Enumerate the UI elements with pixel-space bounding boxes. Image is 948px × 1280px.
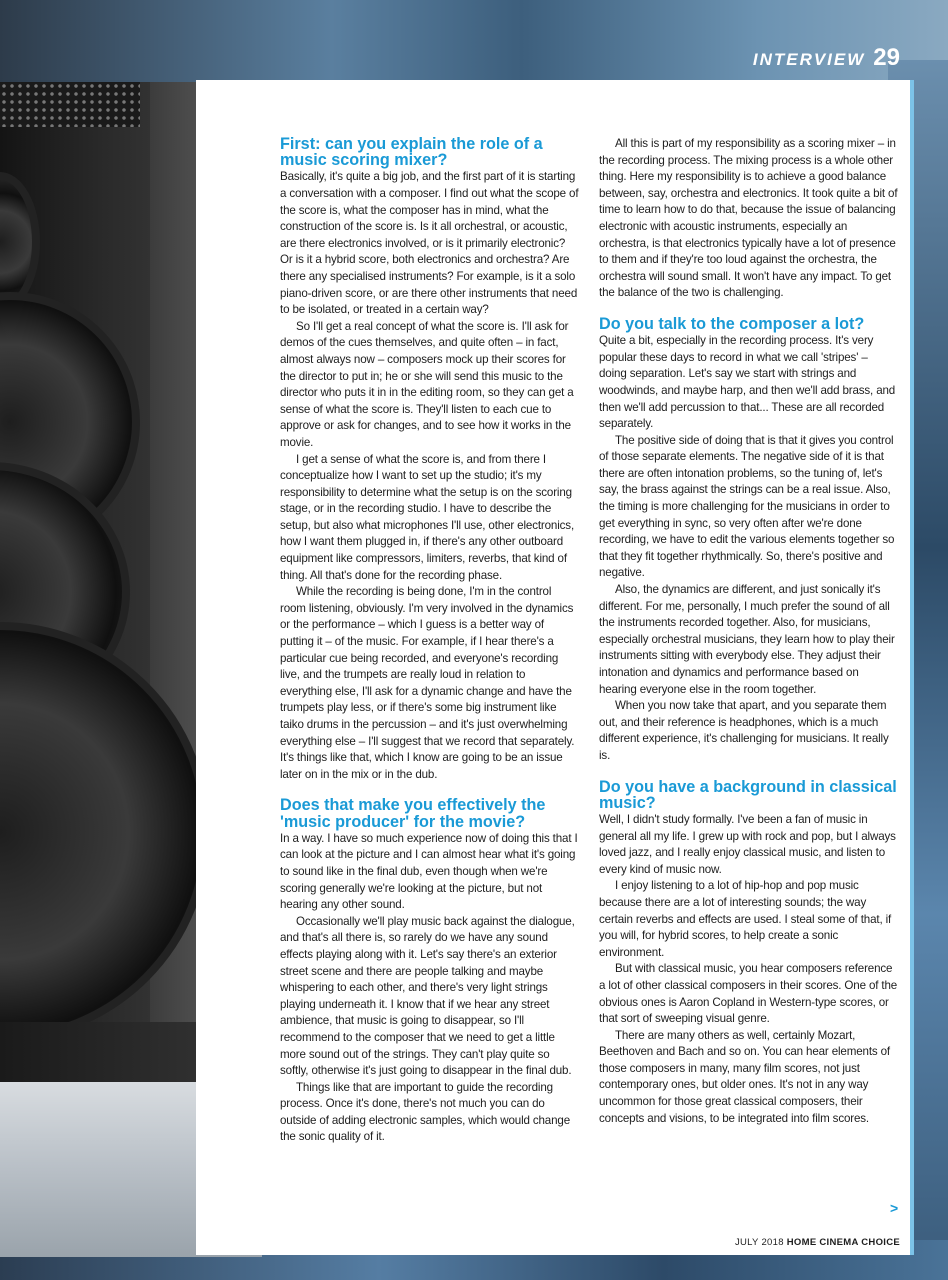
body-paragraph: While the recording is being done, I'm in the control room listening, obviously. I'm very involved in the dynamics or the performance – which I guess is a better way of putting it – of the music. For example, if I hear there's a particular cue being recorded, and everyone's recording live, and the trumpets are really loud in relation to everything else, I'll ask for a dynamic change and have the trumpets play less, or if there's some big instrument like taiko drums in the percussion – and it's just overwhelming everything else – I'll suggest that we record that separately. It's things like that, which I know are going to be an issue later on in the mix or in the dub. <box>280 585 575 781</box>
body-paragraph: So I'll get a real concept of what the score is. I'll ask for demos of the cues themselves, and quite often – in fact, almost always now – composers mock up their scores for the director to put in; he or she will send this music to the director who puts it in in the editing room, so they can get a sense of what the score is. They'll listen to each cue to approve or ask for changes, and to see how it works in the movie. <box>280 319 574 449</box>
body-paragraph: When you now take that apart, and you separate them out, and their reference is headphones, which is a much different experience, it's challenging for musicians. It really is. <box>599 699 889 762</box>
body-paragraph: I get a sense of what the score is, and from there I conceptualize how I want to set up the studio; it's my responsibility to determine what the setup is on the scoring stage, or in the recording studio. I have to describe the setup, but also what microphones I'll use, other electronics, how I want them plugged in, if there's any other outboard equipment like compressors, limiters, reverbs, that kind of thing. All that's done for the recording phase. <box>280 452 575 582</box>
magazine-name: HOME CINEMA CHOICE <box>786 1237 900 1248</box>
body-paragraph: Things like that are important to guide the recording process. Once it's done, there's not much you can do outside of adding electronic samples, which would change the sonic quality of it. <box>280 1080 570 1144</box>
section-title: INTERVIEW <box>752 50 866 69</box>
article-body <box>280 136 898 1221</box>
body-paragraph: Basically, it's quite a big job, and the first part of it is starting a conversation with a composer. I find out what the scope of the score is, what the composer has in mind, what the construction of the score is. Is it all orchestral, or acoustic, are there electronics involved, or is it primarily electronic? Or is it a hybrid score, both electronics and orchestra? Are there any specialised instruments? For example, is it a solo piano-driven score, or are there other instruments that need to be isolated, or treated in a certain way? <box>280 170 579 317</box>
running-head <box>753 44 900 72</box>
body-paragraph: Well, I didn't study formally. I've been a fan of music in general all my life. I grew up with rock and pop, but I always loved jazz, and I really enjoy classical music, and listen to every kind of music now. <box>599 812 896 876</box>
body-paragraph: But with classical music, you hear composers reference a lot of other classical composers in their scores. One of the obvious ones is Aaron Copland in Western-type scores, or that sort of sweeping visual genre. <box>599 962 898 1026</box>
body-paragraph: In a way. I have so much experience now of doing this that I can look at the picture and I can almost hear what it's going to sound like in the final dub, even though when we're scoring generally we're looking at the picture, but not hearing any other sound. <box>280 831 578 912</box>
question-heading: Do you talk to the composer a lot? <box>599 314 865 333</box>
continue-arrow-icon: > <box>890 1200 899 1216</box>
question-heading: First: can you explain the role of a music scoring mixer? <box>280 135 543 170</box>
body-paragraph: All this is part of my responsibility as a scoring mixer – in the recording process. The mixing process is a whole other thing. Here my responsibility is to achieve a good balance between, say, orchestra and electronics. It took quite a bit of time to learn how to do that, because the issue of balancing electronic with acoustic instruments, especially an orchestra, is that electronics typically have a lot of presence to them and if they're too loud against the orchestra, the orchestra will sound small. It won't have any impact. To get the balance of the two is challenging. <box>599 137 898 300</box>
page-number: 29 <box>873 44 900 71</box>
speaker-grille <box>0 82 140 127</box>
body-paragraph: Occasionally we'll play music back against the dialogue, and that's all there is, so rarely do we have any sound effects playing along with it. Let's say there's an exterior street scene and there are people talking and maybe whispering to each other, and there's very light strings playing underneath it. I know that if we hear any street ambience, that music is going to disappear, so I'll recommend to the composer that we need to get a little more sound out of the strings. They can't play quite so softly, otherwise it's just going to disappear in the final dub. <box>280 914 575 1078</box>
body-paragraph: I enjoy listening to a lot of hip-hop and pop music because there are a lot of interesting sounds; the way certain reverbs and effects are used. I steal some of that, if you will, for hybrid scores, to help create a sonic environment. <box>599 879 892 959</box>
question-heading: Do you have a background in classical music? <box>599 777 897 812</box>
body-paragraph: Also, the dynamics are different, and just sonically it's different. For me, personally, I much prefer the sound of all the instruments recorded together. Also, for musicians, especially orchestral musicians, they learn how to play their instruments sitting with everybody else. They adjust their intonation and dynamics and performance based on hearing everyone else in the room together. <box>599 583 895 696</box>
speaker-tweeter <box>0 172 40 312</box>
article-column-left <box>280 136 579 1221</box>
article-column-right <box>599 136 898 1221</box>
question-heading: Does that make you effectively the 'music producer' for the movie? <box>280 796 546 831</box>
body-paragraph: The positive side of doing that is that it gives you control of those separate elements. The negative side of it is that there are often intonation problems, so the tuning of, let's say, the brass against the strings can be a real issue. Also, the timing is more challenging for the musicians in order to get everything in sync, so very often after we're done recording, we have to edit the various elements together so that they fit together rhythmically. So, there's positive and negative. <box>599 433 895 580</box>
body-paragraph: Quite a bit, especially in the recording process. It's very popular these days to record in what we call 'stripes' – doing separation. Let's say we start with strings and woodwinds, and maybe harp, and then we'll add brass, and then we'll add percussion to that... These are all recorded separately. <box>599 334 896 431</box>
body-paragraph: There are many others as well, certainly Mozart, Beethoven and Bach and so on. You can hear elements of those composers in many, many film scores, not just contemporary ones, but older ones. It's not in any way uncommon for those great classical composers, their concepts and visions, to be integrated into film scores. <box>599 1028 890 1125</box>
issue-date: JULY 2018 <box>734 1237 784 1248</box>
page-footer <box>735 1237 900 1248</box>
